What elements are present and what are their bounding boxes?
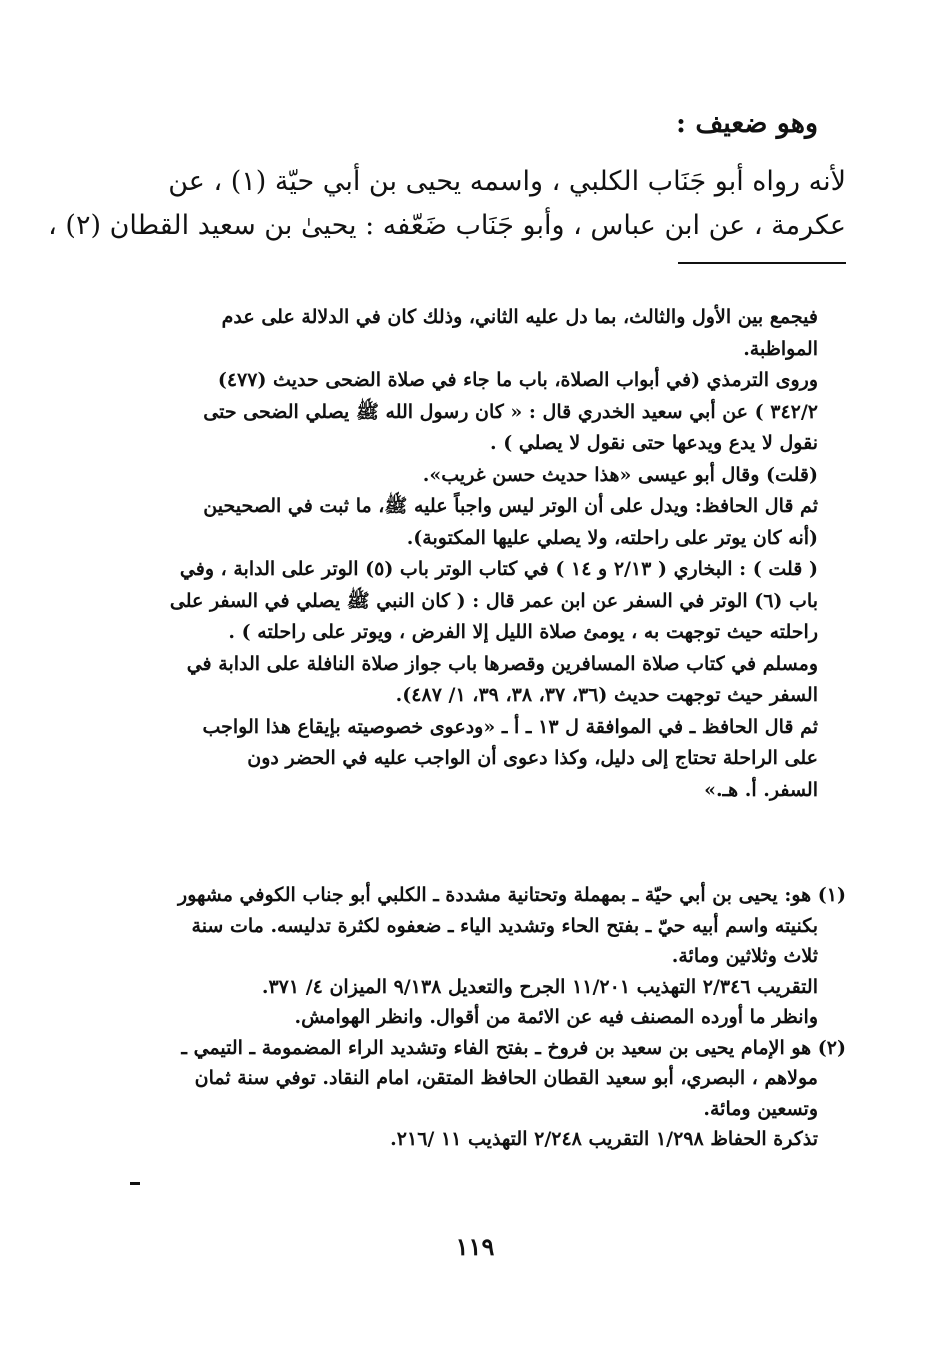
footnote-line: ثلاث وثلاثين ومائة. <box>671 945 818 967</box>
footnote-line: وانظر ما أورده المصنف فيه عن الائمة من أقوال. وانظر الهوامش. <box>294 1006 818 1028</box>
footnote-line: (٢) هو الإمام يحيى بن سعيد بن فروخ ـ بفتح الفاء وتشديد الراء المضمومة ـ التيمي ـ <box>181 1036 846 1059</box>
commentary-line: راحلته حيث توجهت به ، يومئ صلاة الليل إلا الفرض ، ويوتر على راحلته ) . <box>228 621 818 643</box>
commentary-line: فيجمع بين الأول والثالث، بما دل عليه الثاني، وذلك كان في الدلالة على عدم <box>221 306 818 328</box>
commentary-line: السفر. أ. هـ.» <box>704 778 818 801</box>
footnote-1 <box>106 880 846 1033</box>
commentary-line: ثم قال الحافظ: ويدل على أن الوتر ليس واجباً عليه ﷺ، ما ثبت في الصحيحين <box>203 495 818 517</box>
footnote-line: وتسعين ومائة. <box>703 1097 818 1120</box>
commentary-line: المواظبة. <box>743 337 818 360</box>
commentary-line: على الراحلة تحتاج إلى دليل، وكذا دعوى أن الواجب عليه في الحضر دون <box>247 747 818 769</box>
footnote-line: مولاهم ، البصري، أبو سعيد القطان الحافظ المتقن، امام النقاد. توفي سنة ثمان <box>194 1067 818 1089</box>
footnote-line: (١) هو: يحيى بن أبي حيّة ـ بمهملة وتحتانية مشددة ـ الكلبي أبو جناب الكوفي مشهور <box>178 884 846 906</box>
section-heading: وهو ضعيف : <box>675 108 818 139</box>
footnote-line: التقريب ٢/٣٤٦ التهذيب ١١/٢٠١ الجرح والتعديل ٩/١٣٨ الميزان ٤/ ٣٧١. <box>261 975 818 998</box>
commentary-line: السفر حيث توجهت حديث (٣٦، ٣٧، ٣٨، ٣٩، ١/ ٤٨٧). <box>395 684 818 706</box>
main-line: عكرمة ، عن ابن عباس ، وأبو جَنَاب ضَعّفه : يحيىٰ بن سعيد القطان (٢) ، <box>48 210 846 241</box>
commentary-line: ومسلم في كتاب صلاة المسافرين وقصرها باب جواز صلاة النافلة على الدابة في <box>186 652 818 675</box>
commentary-line: وروى الترمذي (في أبواب الصلاة، باب ما جاء في صلاة الضحى حديث (٤٧٧) <box>217 369 818 391</box>
footnote-separator <box>678 262 846 264</box>
commentary-line: ثم قال الحافظ ـ في الموافقة ل ١٣ ـ أ ـ «ودعوى خصوصيته بإيقاع هذا الواجب <box>202 715 818 738</box>
footnote-line: تذكرة الحفاظ ١/٢٩٨ التقريب ٢/٢٤٨ التهذيب ١١ /٢١٦. <box>390 1128 818 1150</box>
main-line: لأنه رواه أبو جَنَاب الكلبي ، واسمه يحيى بن أبي حيّة (١) ، عن <box>168 166 846 197</box>
footnotes <box>106 880 846 1155</box>
page-number: ١١٩ <box>455 1232 495 1261</box>
margin-mark <box>130 1182 140 1185</box>
commentary-block <box>128 302 818 806</box>
commentary-line: باب (٦) الوتر في السفر عن ابن عمر قال : ( كان النبي ﷺ يصلي في السفر على <box>169 589 818 612</box>
commentary-line: (قلت) وقال أبو عيسى «هذا حديث حسن غريب». <box>422 463 818 486</box>
commentary-line: ٣٤٢/٢ ) عن أبي سعيد الخدري قال : « كان رسول الله ﷺ يصلي الضحى حتى <box>203 400 818 423</box>
main-text <box>48 160 846 248</box>
commentary-line: ( قلت ) : البخاري ( ٢/١٣ و ١٤ ) في كتاب الوتر باب (٥) الوتر على الدابة ، وفي <box>179 558 818 580</box>
commentary-line: (أنه كان يوتر على راحلته، ولا يصلي عليها المكتوبة). <box>406 526 818 549</box>
footnote-line: بكنيته واسم أبيه حيّ ـ بفتح الحاء وتشديد الياء ـ ضعفوه لكثرة تدليسه. مات سنة <box>191 914 818 937</box>
footnote-2 <box>106 1033 846 1155</box>
commentary-line: نقول لا يدع ويدعها حتى نقول لا يصلي ) . <box>490 432 818 454</box>
